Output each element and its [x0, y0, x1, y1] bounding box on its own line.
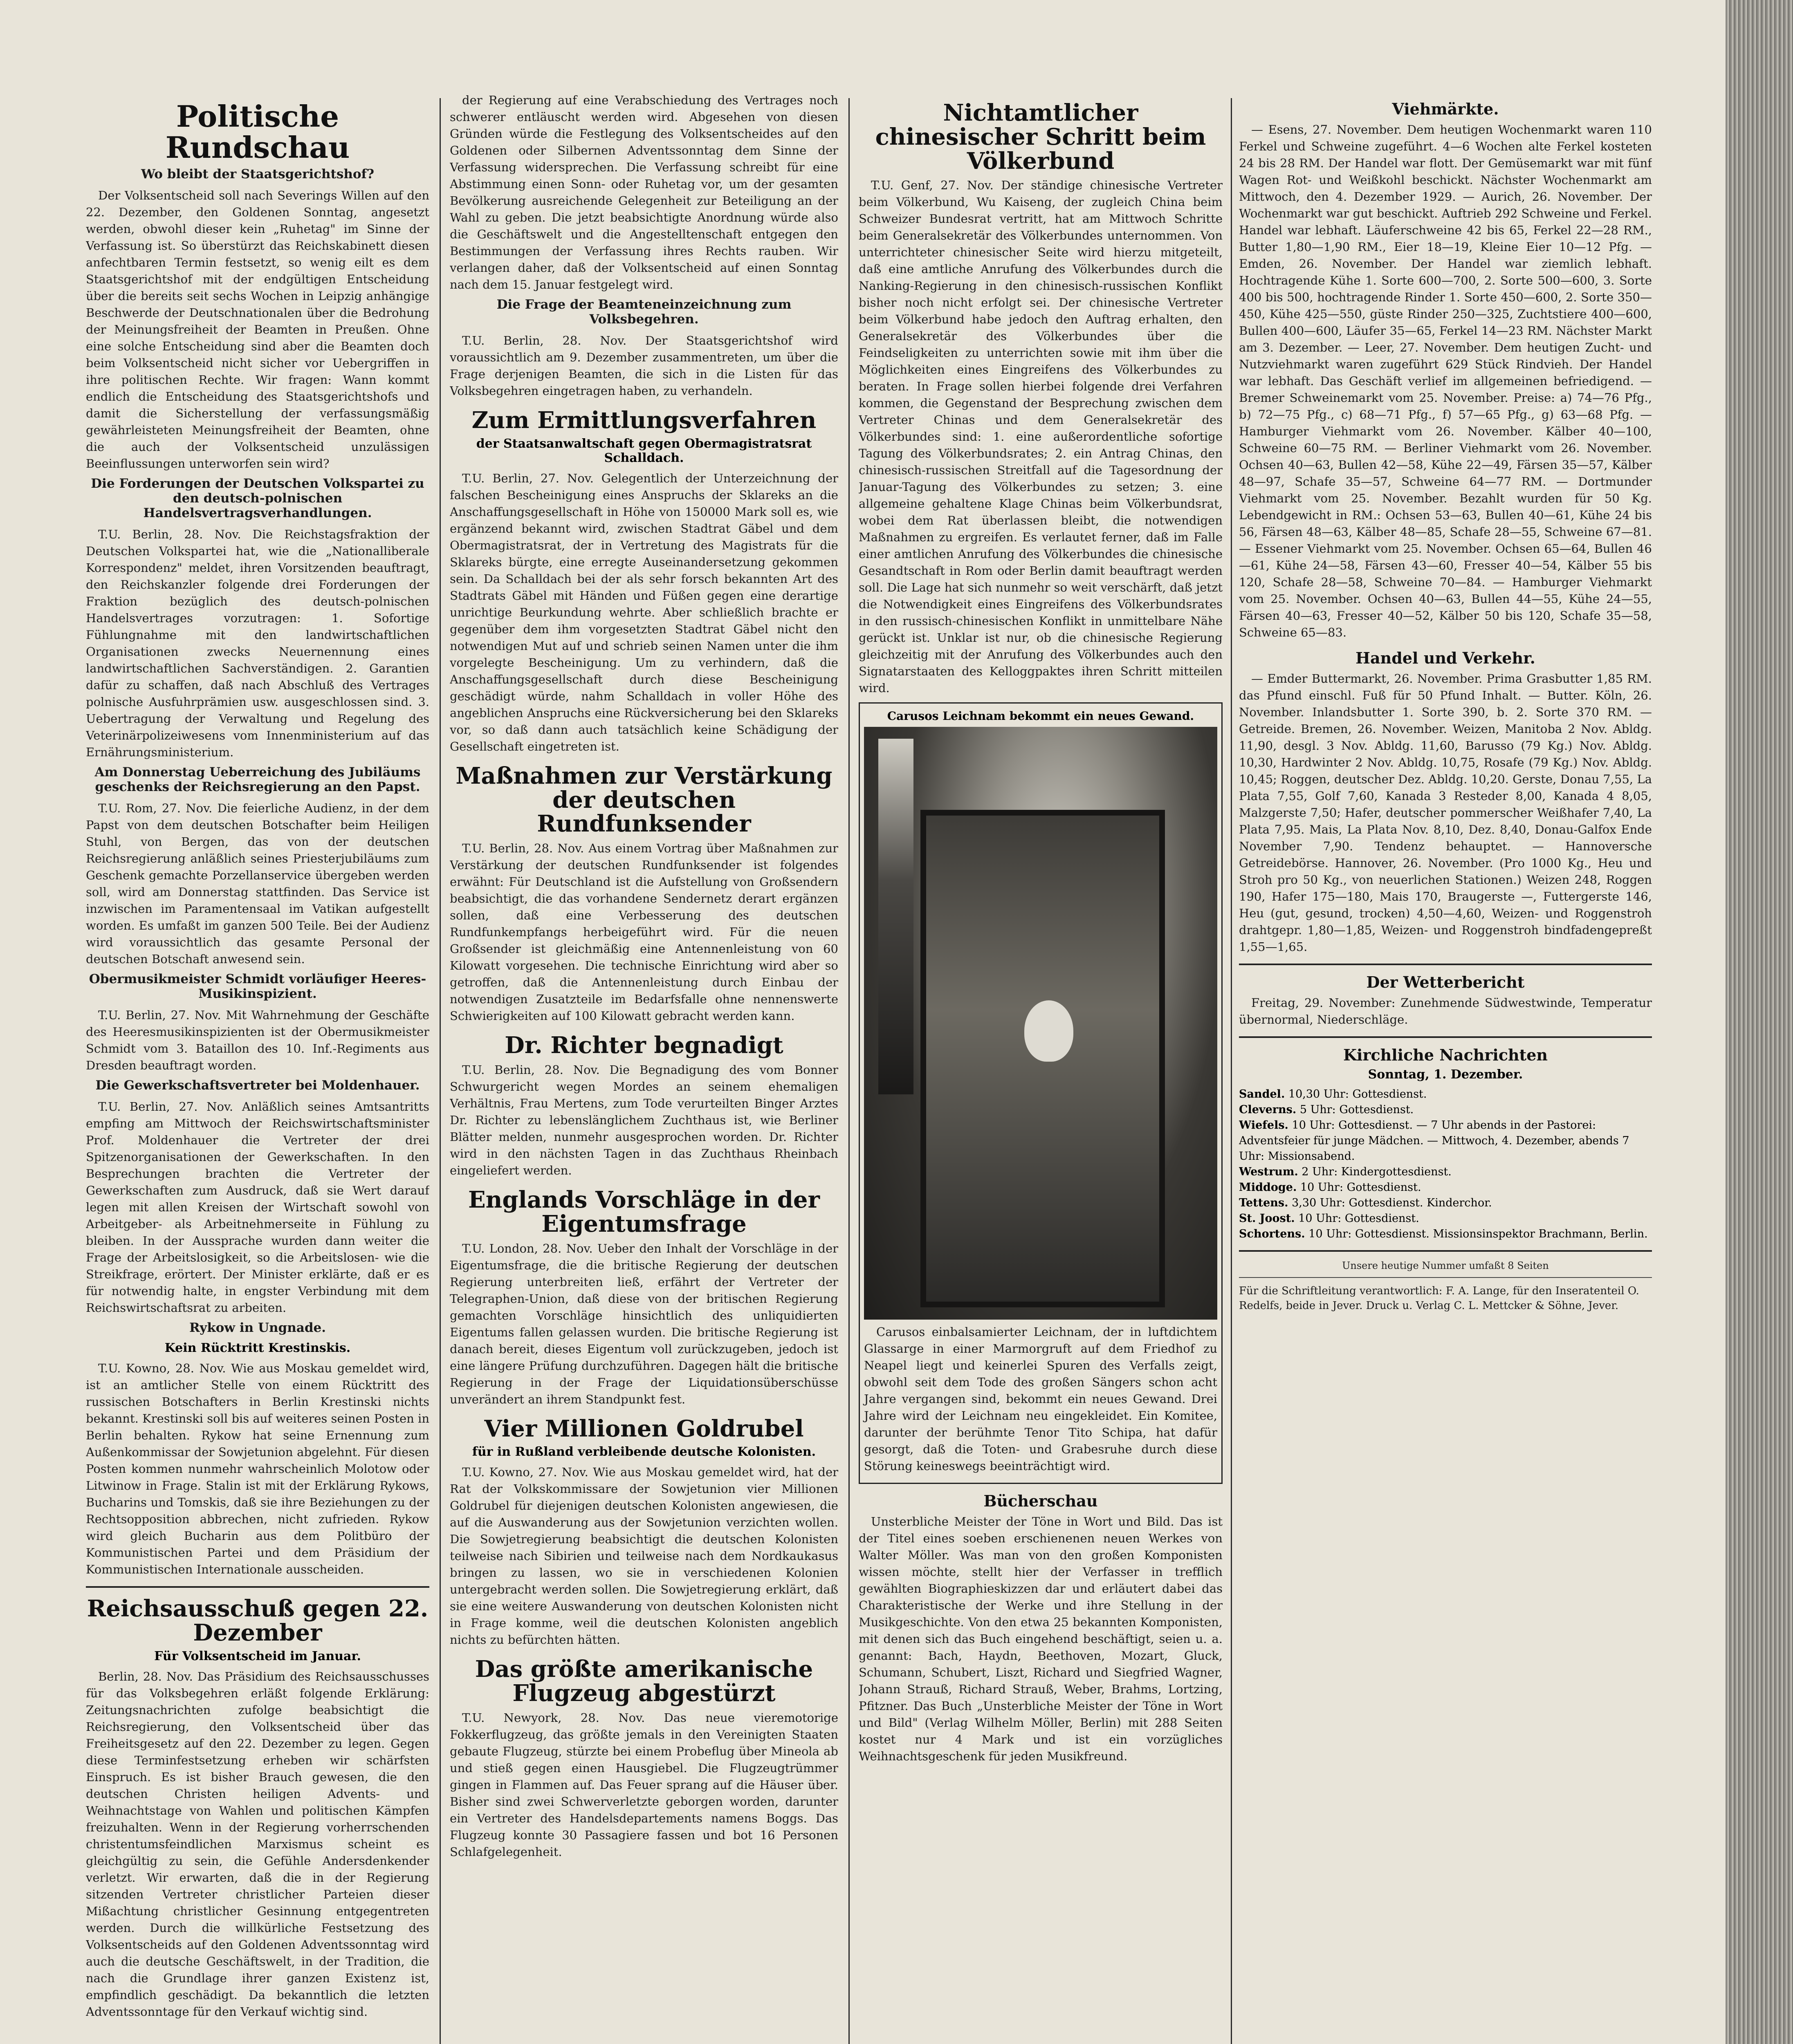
- column-rule: [1231, 98, 1232, 2044]
- church-text: 10 Uhr: Gottesdienst.: [1298, 1212, 1419, 1225]
- church-text: 3,30 Uhr: Gottesdienst. Kinderchor.: [1292, 1196, 1492, 1209]
- article-body: T.U. Berlin, 28. Nov. Die Reichstagsfraktion der Deutschen Volkspartei hat, wie die „Nationalliberale Korrespondenz" meldet, ihren Vorsitzenden beauftragt, den Reichskanzler folgende drei Forderungen der Fraktion bezüglich des deutsch-polnischen Handelsvertrages vorzutragen: 1. Sofortige Fühlungnahme mit den landwirtschaftlichen Organisationen zwecks Neuernennung eines landwirtschaftlichen Sachverständigen. 2. Garantien dafür zu schaffen, daß nach Abschluß des Vertrages polnische Ausfuhrprämien usw. ausgeschlossen sind. 3. Uebertragung der Verwaltung und Regelung des Veterinärpolizeiwesens vom Innenministerium auf das Ernährungsministerium.: [86, 527, 429, 760]
- church-list: [1239, 1087, 1652, 1242]
- article-headline: Wo bleibt der Staatsgerichtshof?: [141, 167, 375, 182]
- church-item: [1239, 1180, 1652, 1195]
- article-body: T.U. Berlin, 28. Nov. Die Begnadigung des vom Bonner Schwurgericht wegen Mordes an seinem ehemaligen Verhältnis, Frau Mertens, zum Tode verurteilten Binger Arztes Dr. Richter zu lebenslänglichem Zuchthaus ist, wie Berliner Blätter melden, nunmehr ausgesprochen worden. Dr. Richter wird in den nächsten Tagen in das Zuchthaus Rheinbach eingeliefert werden.: [450, 1062, 838, 1177]
- issue-page-count: Unsere heutige Nummer umfaßt 8 Seiten: [1342, 1260, 1549, 1271]
- article-headline: Die Gewerkschaftsvertreter bei Moldenhauer.: [95, 1078, 420, 1093]
- article-headline: Bücherschau: [983, 1492, 1098, 1511]
- church-item: [1239, 1164, 1652, 1180]
- article-body: Freitag, 29. November: Zunehmende Südwestwinde, Temperatur übernormal, Niederschläge.: [1239, 995, 1652, 1026]
- church-item: [1239, 1087, 1652, 1102]
- imprint: Für die Schriftleitung verantwortlich: F. A. Lange, für den Inseratenteil O. Redelfs, beide in Jever. Druck u. Verlag C. L. Mettcker & Söhne, Jever.: [1239, 1284, 1639, 1312]
- church-place: Wiefels.: [1239, 1118, 1288, 1132]
- article-body: T.U. Kowno, 27. Nov. Wie aus Moskau gemeldet wird, hat der Rat der Volkskommissare der Sowjetunion vier Millionen Goldrubel für diejenigen deutschen Kolonisten angewiesen, die auf die Auswanderung aus der Sowjetunion verzichten wollen. Die Sowjetregierung beabsichtigt die deutschen Kolonisten teilweise nach Sibirien und teilweise nach dem Nordkaukasus bringen zu lassen, wo sie in verschiedenen Kolonien untergebracht werden sollen. Die Sowjetregierung erklärt, daß sie eine weitere Auswanderung von deutschen Kolonisten nicht in Frage komme, weil die deutschen Kolonisten angeblich nichts zu befürchten hätten.: [450, 1465, 838, 1647]
- article-body: T.U. Berlin, 27. Nov. Anläßlich seines Amtsantritts empfing am Mittwoch der Reichswirtschaftsminister Prof. Moldenhauer die Vertreter der drei Spitzenorganisationen der Gewerkschaften. In den Besprechungen brachten die Vertreter der Gewerkschaften zum Ausdruck, daß sie Wert darauf legen mit allen Kreisen der Wirtschaft sowohl von Arbeitgeber- als Arbeitnehmerseite in Fühlung zu bleiben. In der Aussprache wurden dann weiter die Frage der Arbeitslosigkeit, so die Arbeitslosen- wie die Streikfrage, erörtert. Der Minister erklärte, daß er es für notwendig halte, in engster Verbindung mit dem Reichswirtschaftsrat zu arbeiten.: [86, 1100, 429, 1315]
- article-body: T.U. Berlin, 28. Nov. Aus einem Vortrag über Maßnahmen zur Verstärkung der deutschen Rundfunksender ist folgendes erwähnt: Für Deutschland ist die Aufstellung von Großsendern beabsichtigt, die das vorhandene Sendernetz derart ergänzen sollen, daß eine Verbesserung des deutschen Rundfunkempfangs herbeigeführt wird. Für die neuen Großsender ist gleichmäßig eine Antennenleistung von 60 Kilowatt vorgesehen. Die technische Einrichtung wird aber so getroffen, daß die Antennenleistung durch Einbau der notwendigen Zusatzteile im Bedarfsfalle ohne nennenswerte Schwierigkeiten auf 100 Kilowatt gebracht werden kann.: [450, 841, 838, 1023]
- article-headline: Die Forderungen der Deutschen Volkspartei zu den deutsch-polnischen Handelsvertragsverhandlungen.: [91, 476, 424, 521]
- column-3: [859, 92, 1223, 2044]
- article-body: T.U. London, 28. Nov. Ueber den Inhalt der Vorschläge in der Eigentumsfrage, die die britische Regierung der deutschen Regierung unterbreiten ließ, erfährt der Vertreter der Telegraphen-Union, daß diese von der britischen Regierung gemachten Vorschläge hinsichtlich des unliquidierten Eigentums fallen gelassen wurden. Die britische Regierung ist danach bereit, dieses Eigentum voll zurückzugeben, jedoch ist eine längere Prüfung durchzuführen. Dagegen hält die britische Regierung in der Frage der Liquidationsüberschüsse unverändert an ihrem Standpunkt fest.: [450, 1241, 838, 1406]
- photo-caruso-coffin: [864, 727, 1217, 1320]
- article-headline: Handel und Verkehr.: [1355, 648, 1535, 667]
- church-text: 2 Uhr: Kindergottesdienst.: [1302, 1165, 1452, 1178]
- article-headline: Maßnahmen zur Verstärkung der deutschen Rundfunksender: [456, 762, 833, 838]
- book-page-edges: [1726, 0, 1793, 2044]
- article-body: Der Volksentscheid soll nach Severings Willen auf den 22. Dezember, den Goldenen Sonntag, angesetzt werden, obwohl dieser kein „Ruhetag" im Sinne der Verfassung ist. So überstürzt das Reichskabinett diesen anfechtbaren Termin festsetzt, so wenig eilt es dem Staatsgerichtshof mit der endgültigen Entscheidung über die bereits seit sechs Wochen in Leipzig anhängige Beschwerde der Deutschnationalen über die Bedrohung der Meinungsfreiheit der Beamten in Preußen. Ohne eine solche Entscheidung sind aber die Beamten doch beim Volksentscheid nicht sicher vor Uebergriffen in ihre politischen Rechte. Wir fragen: Wann kommt endlich die Entscheidung des Staatsgerichtshofs und damit die Sicherstellung der verfassungsmäßig gewährleisteten Meinungsfreiheit der Beamten, ohne die auch der Volksentscheid unzulässigen Beeinflussungen unterworfen sein wird?: [86, 188, 429, 471]
- article-headline: Nichtamtlicher chinesischer Schritt beim Völkerbund: [875, 99, 1206, 175]
- article-subheadline: Für Volksentscheid im Januar.: [154, 1649, 361, 1663]
- column-rule: [440, 98, 441, 2044]
- article-subheadline: Kein Rücktritt Krestinskis.: [164, 1341, 351, 1356]
- church-text: 10,30 Uhr: Gottesdienst.: [1288, 1087, 1427, 1100]
- article-headline: Dr. Richter begnadigt: [505, 1032, 783, 1059]
- article-body: T.U. Berlin, 27. Nov. Mit Wahrnehmung der Geschäfte des Heeresmusikinspizienten ist der Obermusikmeister Schmidt vom 3. Bataillon des 10. Inf.-Regiments aus Dresden beauftragt worden.: [86, 1008, 429, 1073]
- church-place: Cleverns.: [1239, 1103, 1297, 1116]
- photo-caption: Carusos einbalsamierter Leichnam, der in luftdichtem Glassarge in einer Marmorgruft auf dem Friedhof zu Neapel liegt und keinerlei Spuren des Verfalls zeigt, obwohl seit dem Tode des großen Sängers schon acht Jahre vergangen sind, bekommt ein neues Gewand. Drei Jahre wird der Leichnam neu eingekleidet. Ein Komitee, darunter der berühmte Tenor Tito Schipa, hat dafür gesorgt, daß die Toten- und Grabesruhe durch diese Störung keineswegs beeinträchtigt wird.: [864, 1325, 1217, 1473]
- church-text: 10 Uhr: Gottesdienst.: [1300, 1181, 1421, 1194]
- church-item: [1239, 1195, 1652, 1211]
- article-subheadline: der Staatsanwaltschaft gegen Obermagistratsrat Schalldach.: [476, 436, 812, 465]
- photo-coffin: [920, 810, 1165, 1307]
- church-text: 10 Uhr: Gottesdienst. — 7 Uhr abends in der Pastorei: Adventsfeier für junge Mädchen. — Mittwoch, 4. Dezember, abends 7 Uhr: Missionsabend.: [1239, 1118, 1629, 1163]
- column-rule: [848, 98, 850, 2044]
- church-item: [1239, 1118, 1652, 1164]
- article-body: T.U. Berlin, 28. Nov. Der Staatsgerichtshof wird voraussichtlich am 9. Dezember zusammentreten, um über die Frage derjenigen Beamten, die sich in die Listen für das Volksbegehren eingetragen haben, zu verhandeln.: [450, 334, 838, 398]
- church-text: 5 Uhr: Gottesdienst.: [1299, 1103, 1414, 1116]
- church-place: Middoge.: [1239, 1181, 1297, 1194]
- article-headline: Vier Millionen Goldrubel: [484, 1415, 804, 1442]
- photo-title: Carusos Leichnam bekommt ein neues Gewand.: [887, 709, 1194, 723]
- article-body: T.U. Genf, 27. Nov. Der ständige chinesische Vertreter beim Völkerbund, Wu Kaiseng, der zugleich China beim Schweizer Bundesrat vertritt, hat am Mittwoch Schritte beim Generalsekretär des Völkerbundes unternommen. Von unterrichteter chinesischer Seite wird hierzu mitgeteilt, daß eine amtliche Anrufung des Völkerbundes durch die Nanking-Regierung in den chinesisch-russischen Konflikt bisher noch nicht erfolgt sei. Der chinesische Vertreter beim Völkerbund habe jedoch den Auftrag erhalten, den Generalsekretär des Völkerbundes über die Feindseligkeiten zu unterrichten sowie mit ihm über die Möglichkeiten eines Eingreifens des Völkerbundes zu beraten. In Frage sollen hierbei folgende drei Verfahren kommen, die Gegenstand der Besprechung zwischen dem Vertreter Chinas und dem Generalsekretär des Völkerbundes sind: 1. eine außerordentliche sofortige Tagung des Völkerbundsrates; 2. ein Antrag Chinas, den chinesisch-russischen Streitfall auf die Tagesordnung der Januar-Tagung des Völkerbundes zu setzen; 3. eine allgemeine gehaltene Klage Chinas beim Völkerbundsrat, wobei dem Rat überlassen bleibt, die notwendigen Maßnahmen zu ergreifen. Es verlautet ferner, daß im Falle einer amtlichen Anrufung des Völkerbundes die chinesische Gesandtschaft in Rom oder Berlin damit beauftragt werden soll. Die Lage hat sich nunmehr so weit verschärft, daß jetzt die Notwendigkeit eines Eingreifens des Völkerbundsrates in den russisch-chinesischen Konflikt in unmittelbare Nähe gerückt ist. Unklar ist nur, ob die chinesische Regierung gleichzeitig mit der Anrufung des Völkerbundes auch den Signatarstaaten des Kelloggpaktes ihren Schritt mitteilen wird.: [859, 178, 1223, 695]
- photo-box: [859, 702, 1223, 1484]
- divider: [1239, 1250, 1652, 1252]
- article-headline: Rykow in Ungnade.: [189, 1320, 326, 1336]
- article-subheadline: für in Rußland verbleibende deutsche Kolonisten.: [472, 1445, 816, 1459]
- article-body: — Esens, 27. November. Dem heutigen Wochenmarkt waren 110 Ferkel und Schweine zugeführt. 4—6 Wochen alte Ferkel kosteten 24 bis 28 RM. Der Handel war flott. Der Gemüsemarkt war mit fünf Wagen Rot- und Weißkohl beschickt. Nächster Wochenmarkt am Mittwoch, den 4. Dezember 1929. — Aurich, 26. November. Der Wochenmarkt war gut beschickt. Auftrieb 292 Schweine und Ferkel. Handel war lebhaft. Läuferschweine 42 bis 65, Ferkel 22—28 RM., Butter 1,80—1,90 RM., Eier 18—19, Kleine Eier 10—12 Pfg. — Emden, 26. November. Der Handel war ziemlich lebhaft. Hochtragende Kühe 1. Sorte 600—700, 2. Sorte 500—600, 3. Sorte 400 bis 500, hochtragende Rinder 1. Sorte 450—600, 2. Sorte 350—450, Kühe 425—550, güste Rinder 250—325, Zuchtstiere 400—600, Bullen 400—600, Läufer 35—65, Ferkel 14—23 RM. Nächster Markt am 3. Dezember. — Leer, 27. November. Dem heutigen Zucht- und Nutzviehmarkt waren zugeführt 629 Stück Rindvieh. Der Handel war lebhaft. Das Geschäft verlief im allgemeinen befriedigend. — Bremer Schweinemarkt vom 25. November. Preise: a) 74—76 Pfg., b) 72—75 Pfg., c) 68—71 Pfg., f) 57—65 Pfg., g) 63—68 Pfg. — Hamburger Viehmarkt vom 26. November. Kälber 40—100, Schweine 60—75 RM. — Berliner Viehmarkt vom 26. November. Ochsen 40—63, Bullen 42—58, Kühe 22—49, Färsen 35—57, Kälber 48—97, Schafe 35—57, Schweine 64—77 RM. — Dortmunder Viehmarkt vom 25. November. Bezahlt wurden für 50 Kg. Lebendgewicht in RM.: Ochsen 53—63, Bullen 40—61, Kühe 24 bis 56, Färsen 48—63, Kälber 48—85, Schafe 28—55, Schweine 67—81. — Essener Viehmarkt vom 25. November. Ochsen 65—64, Bullen 46—61, Kühe 24—58, Färsen 43—60, Fresser 40—54, Kälber 55 bis 120, Schafe 28—58, Schweine 70—84. — Hamburger Viehmarkt vom 25. November. Ochsen 40—63, Bullen 44—55, Kühe 24—55, Färsen 40—63, Fresser 40—52, Kälber 50 bis 120, Schafe 35—58, Schweine 65—83.: [1239, 122, 1652, 639]
- divider: [86, 1586, 429, 1588]
- article-body: — Emder Buttermarkt, 26. November. Prima Grasbutter 1,85 RM. das Pfund einschl. Fuß für 50 Pfund Inhalt. — Butter. Köln, 26. November. Inlandsbutter 1. Sorte 390, b. 2. Sorte 370 RM. — Getreide. Bremen, 26. November. Weizen, Manitoba 2 Nov. Abldg. 11,90, desgl. 3 Nov. Abldg. 11,60, Barusso (79 Kg.) Nov. Abldg. 10,30, Hardwinter 2 Nov. Abldg. 10,75, Rosafe (79 Kg.) Nov. Abldg. 10,45; Roggen, deutscher Dez. Abldg. 10,20. Gerste, Donau 7,55, La Plata 7,55, Golf 7,60, Kanada 3 Resteder 8,00, Kanada 4 8,05, Malzgerste 7,50; Hafer, deutscher pommerscher Weißhafer 7,40, La Plata 7,95. Mais, La Plata Nov. 8,10, Dez. 8,40, Donau-Galfox Ende November 7,90. Tendenz behauptet. — Hannoversche Getreidebörse. Hannover, 26. November. (Pro 1000 Kg., Heu und Stroh pro 50 Kg., von neuerlichen Stationen.) Weizen 248, Roggen 190, Hafer 175—180, Mais 170, Braugerste —, Futtergerste 146, Heu (gut, gesund, trocken) 4,50—4,60, Weizen- und Roggenstroh drahtgepr. 1,80—1,85, Weizen- und Roggenstroh bindfadengepreßt 1,55—1,65.: [1239, 671, 1652, 954]
- article-subheadline: Sonntag, 1. Dezember.: [1368, 1067, 1523, 1082]
- church-item: [1239, 1102, 1652, 1118]
- article-body: T.U. Newyork, 28. Nov. Das neue vieremotorige Fokkerflugzeug, das größte jemals in den Vereinigten Staaten gebaute Flugzeug, stürzte bei einem Probeflug über Mineola ab und stieß gegen einen Hausgiebel. Die Flugzeugtrümmer gingen in Flammen auf. Das Feuer sprang auf die Häuser über. Bisher sind zwei Schwerverletzte geborgen worden, darunter ein Vertreter des Handelsdepartements namens Boggs. Das Flugzeug konnte 30 Passagiere fassen und bot 16 Personen Schlafgelegenheit.: [450, 1710, 838, 1859]
- article-body: Berlin, 28. Nov. Das Präsidium des Reichsausschusses für das Volksbegehren erläßt folgende Erklärung: Zeitungsnachrichten zufolge beabsichtigt die Reichsregierung, den Volksentscheid über das Freiheitsgesetz auf den 22. Dezember zu legen. Gegen diese Terminfestsetzung erheben wir schärfsten Einspruch. Es ist bisher Brauch gewesen, die den deutschen Christen heiligen Advents- und Weihnachtstage von Wahlen und politischen Kämpfen freizuhalten. Wenn in der Regierung vorherrschenden christentumsfeindlichen Marxismus scheint es gleichgültig zu sein, die Gefühle Andersdenkender verletzt. Wir erwarten, daß die in der Regierung sitzenden Vertreter christlicher Parteien dieser Mißachtung christlicher Gesinnung entgegentreten werden. Durch die willkürliche Festsetzung des Volksentscheids auf den Goldenen Adventssonntag wird auch die deutsche Geschäftswelt, in der Tradition, die nach die Grundlage ihrer ganzen Existenz ist, empfindlich geschädigt. Da bekanntlich die letzten Adventssonntage für den Verkauf wichtig sind.: [86, 1669, 429, 2019]
- article-headline: Kirchliche Nachrichten: [1343, 1045, 1548, 1064]
- church-place: Westrum.: [1239, 1165, 1298, 1178]
- section-title: Politische Rundschau: [165, 99, 350, 165]
- divider: [1239, 1036, 1652, 1038]
- article-headline: Der Wetterbericht: [1366, 973, 1525, 991]
- photo-face: [1024, 1000, 1073, 1062]
- church-text: 10 Uhr: Gottesdienst. Missionsinspektor Brachmann, Berlin.: [1308, 1227, 1648, 1240]
- article-body: T.U. Kowno, 28. Nov. Wie aus Moskau gemeldet wird, ist an amtlicher Stelle von einem Rücktritt des russischen Botschafters in Berlin Krestinski nichts bekannt. Krestinski soll bis auf weiteres seinen Posten in Berlin behalten. Rykow hat seine Ernennung zum Außenkommissar der Sowjetunion abgelehnt. Für diesen Posten kommen nunmehr wahrscheinlich Molotow oder Litwinow in Frage. Stalin ist mit der Erklärung Rykows, Bucharins und Tomskis, daß sie ihre Beziehungen zu der Rechtsopposition abbrechen, nicht zufrieden. Rykow wird gleich Bucharin aus dem Politbüro der Kommunistischen Partei und dem Präsidium der Kommunistischen Internationale ausscheiden.: [86, 1361, 429, 1577]
- photo-figure: [878, 739, 913, 1094]
- column-1: [86, 92, 429, 2044]
- article-headline: Die Frage der Beamteneinzeichnung zum Volksbegehren.: [496, 297, 792, 327]
- article-headline: Das größte amerikanische Flugzeug abgestürzt: [475, 1656, 813, 1707]
- church-item: [1239, 1211, 1652, 1226]
- article-body: Unsterbliche Meister der Töne in Wort und Bild. Das ist der Titel eines soeben erschienenen neuen Werkes von Walter Möller. Was man von den großen Komponisten wissen möchte, stellt hier der Verfasser in trefflich gewählten Biographieskizzen dar und erläutert dabei das Charakteristische der Werke und ihre Stellung in der Musikgeschichte. Von den etwa 25 bekannten Komponisten, mit denen sich das Buch eingehend beschäftigt, seien u. a. genannt: Bach, Haydn, Beethoven, Mozart, Gluck, Schumann, Schubert, Liszt, Richard und Siegfried Wagner, Johann Strauß, Richard Strauß, Weber, Brahms, Lortzing, Pfitzner. Das Buch „Unsterbliche Meister der Töne in Wort und Bild" (Verlag Wilhelm Möller, Berlin) mit 288 Seiten kostet nur 4 Mark und ist ein vorzügliches Weihnachtsgeschenk für jeden Musikfreund.: [859, 1515, 1223, 1764]
- article-body: T.U. Rom, 27. Nov. Die feierliche Audienz, in der dem Papst von dem deutschen Botschafter beim Heiligen Stuhl, von Bergen, das von der deutschen Reichsregierung anläßlich seines Priesterjubiläums zum Geschenk gemachte Porzellanservice übergeben werden soll, wird am Donnerstag stattfinden. Das Service ist inzwischen im Paramentensaal im Vatikan aufgestellt worden. Es umfaßt im ganzen 500 Teile. Bei der Audienz wird voraussichtlich das gesamte Personal der deutschen Botschaft anwesend sein.: [86, 801, 429, 966]
- article-headline: Obermusikmeister Schmidt vorläufiger Heeres-Musikinspizient.: [89, 972, 426, 1002]
- article-body: der Regierung auf eine Verabschiedung des Vertrages noch schwerer entläuscht werden wird. Abgesehen von diesen Gründen würde die Festlegung des Volksentscheides auf den Goldenen oder Silbernen Adventssonntag dem Sinne der Verfassung widersprechen. Die Verfassung schreibt für eine Abstimmung einen Sonn- oder Ruhetag vor, um der gesamten Bevölkerung ausreichende Gelegenheit zur Beteiligung an der Wahl zu geben. Die jetzt beabsichtigte Anordnung würde also die Geschäftswelt und die Angestelltenschaft entgegen den Bestimmungen der Verfassung ihres Rechts rauben. Wir verlangen daher, daß der Volksentscheid auf einen Sonntag nach dem 15. Januar festgelegt wird.: [450, 93, 838, 291]
- column-2: [450, 92, 838, 2044]
- article-headline: Reichsausschuß gegen 22. Dezember: [87, 1595, 429, 1646]
- column-4: [1239, 92, 1652, 2044]
- article-headline: Zum Ermittlungsverfahren: [471, 407, 817, 434]
- article-headline: Viehmärkte.: [1392, 100, 1499, 118]
- article-body: T.U. Berlin, 27. Nov. Gelegentlich der Unterzeichnung der falschen Bescheinigung eines Anspruchs der Sklareks an die Anschaffungsgesellschaft in Höhe von 150000 Mark soll es, wie ergänzend bekannt wird, zwischen Stadtrat Gäbel und dem Obermagistratsrat, der in Vertretung des Magistrats für die Sklareks bürgte, eine erregte Auseinandersetzung gekommen sein. Da Schalldach bei der als sehr forsch bekannten Art des Stadtrats Gäbel mit Händen und Füßen gegen eine derartige unrichtige Beurkundung wehrte. Aber schließlich brachte er gegenüber dem ihm vorgesetzten Stadtrat Gäbel nicht den notwendigen Mut auf und schrieb seinen Namen unter die ihm vorgelegte Bescheinigung. Um zu verhindern, daß die Anschaffungsgesellschaft durch diese Bescheinigung geschädigt würde, nahm Schalldach in voller Höhe des angeblichen Anspruchs eine Rückversicherung bei den Sklareks vor, so daß dann auch tatsächlich keine Schädigung der Gesellschaft eingetreten ist.: [450, 471, 838, 753]
- church-place: St. Joost.: [1239, 1212, 1295, 1225]
- church-place: Tettens.: [1239, 1196, 1288, 1209]
- divider: [1239, 1277, 1652, 1278]
- divider: [1239, 964, 1652, 965]
- article-headline: Englands Vorschläge in der Eigentumsfrage: [468, 1186, 820, 1237]
- church-place: Sandel.: [1239, 1087, 1285, 1100]
- church-item: [1239, 1226, 1652, 1242]
- church-place: Schortens.: [1239, 1227, 1305, 1240]
- article-headline: Am Donnerstag Ueberreichung des Jubiläums geschenks der Reichsregierung an den Papst.: [94, 765, 421, 795]
